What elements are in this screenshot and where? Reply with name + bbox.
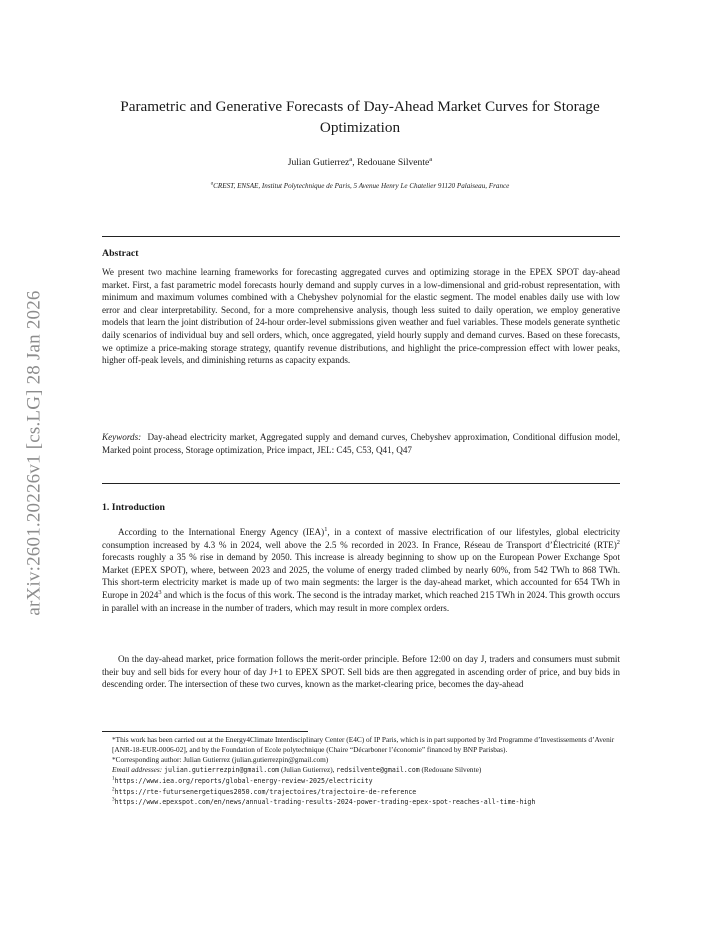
footnote-ref-1[interactable]: 1	[324, 525, 328, 533]
author-line	[100, 157, 620, 168]
author-2-affiliation-mark: a	[429, 155, 433, 163]
footnote-1	[102, 776, 622, 787]
keywords-text: Day-ahead electricity market, Aggregated supply and demand curves, Chebyshev approximation, Conditional diffusion model, Marked point process, Storage optimization, Price impact, JEL: C45, C53, Q41, Q47	[102, 432, 620, 455]
intro-p1-text-d: and which is the focus of this work. The second is the intraday market, which reached 215 TWh in 2024. This growth occurs in parallel with an increase in the number of traders, which may result in more complex orders.	[102, 589, 620, 613]
section-heading-introduction: 1. Introduction	[102, 502, 165, 513]
intro-p1-text-b: , in a context of massive electrification of our lifestyles, global electricity consumption increased by 4.3 % in 2024, well above the 2.5 % recorded in 2023. In France, Réseau de Transport d’Électricité (RTE)	[102, 527, 621, 550]
footnote-ref-3[interactable]: 3	[158, 588, 162, 596]
email-addresses-footnote	[102, 765, 622, 776]
paper-title: Parametric and Generative Forecasts of Day-Ahead Market Curves for Storage Optimization	[120, 98, 600, 136]
author-separator: ,	[352, 157, 358, 168]
introduction-paragraph-1	[102, 526, 620, 614]
footnote-1-number: 1	[112, 775, 115, 782]
affiliation-mark: a	[210, 181, 214, 187]
abstract-bottom-rule	[102, 483, 620, 484]
intro-p1-text-c: forecasts roughly a 35 % rise in demand by 2050. This increase is already beginning to show up on the European Power Exchange Spot Market (EPEX SPOT), where, between 2023 and 2025, the volume of energy traded climbed by nearly 60%, from 542 TWh to 868 TWh. This short-term electricity market is made up of two main segments: the larger is the day-ahead market, which accounted for 654 TWh in Europe in 2024	[102, 552, 620, 600]
author-name-1: Julian Gutierrez	[287, 157, 350, 168]
footnotes	[102, 735, 622, 808]
author-name-2: Redouane Silvente	[357, 157, 430, 168]
footnote-2-url[interactable]: https://rte-futursenergetiques2050.com/trajectoires/trajectoire-de-reference	[114, 787, 417, 796]
corresponding-author-footnote: *Corresponding author: Julian Gutierrez (julian.gutierrezpin@gmail.com)	[112, 754, 329, 764]
keywords-block	[102, 431, 620, 456]
footnote-ref-2[interactable]: 2	[616, 538, 620, 546]
affiliation-text: CREST, ENSAE, Institut Polytechnique de Paris, 5 Avenue Henry Le Chatelier 91120 Palaiseau, France	[213, 182, 510, 190]
keywords-label: Keywords:	[102, 432, 142, 442]
affiliation	[100, 182, 620, 190]
footnote-2-number: 2	[112, 786, 115, 793]
email-label: Email addresses:	[112, 764, 163, 774]
email-link-1[interactable]: julian.gutierrezpin@gmail.com	[164, 765, 280, 774]
footnote-1-url[interactable]: https://www.iea.org/reports/global-energy-review-2025/electricity	[114, 776, 373, 785]
intro-p1-text-a: According to the International Energy Agency (IEA)	[118, 527, 325, 537]
author-1-affiliation-mark: a	[349, 155, 353, 163]
footnote-3	[102, 797, 622, 808]
arxiv-identifier-text: arXiv:2601.20226v1 [cs.LG] 28 Jan 2026	[24, 290, 45, 616]
abstract-top-rule	[102, 236, 620, 237]
footnote-3-number: 3	[112, 797, 115, 804]
abstract-body: We present two machine learning frameworks for forecasting aggregated curves and optimizing storage in the EPEX SPOT day-ahead market. First, a fast parametric model forecasts hourly demand and supply curves in a low-dimensional and grid-robust representation, with minimum and maximum volumes combined with a Chebyshev polynomial for the elastic segment. The model enables daily use with low error and clear interpretability. Second, for a more comprehensive analysis, though less suited to daily operation, we employ generative models that learn the joint distribution of 24-hour order-level submissions given weather and fuel variables. These models generate synthetic daily scenarios of individual buy and sell orders, which, once aggregated, yield hourly supply and demand curves. Based on these forecasts, we optimize a price-making storage strategy, quantify revenue distributions, and highlight the price-compression effect with lower peaks, higher off-peak levels, and diminishing returns as capacity expands.	[102, 267, 620, 366]
funding-footnote: *This work has been carried out at the Energy4Climate Interdisciplinary Center (E4C) of IP Paris, which is in part supported by 3rd Programme d’Investissements d’Avenir [ANR-18-EUR-0006-02], and by the Foundation of Ecole polytechnique (Chaire “Décarboner l’économie” financed by BNP Parisbas).	[112, 735, 615, 754]
footnote-separator	[102, 731, 308, 732]
email-owner-1: (Julian Gutierrez),	[279, 764, 337, 774]
email-owner-2: (Redouane Silvente)	[419, 764, 482, 774]
email-link-2[interactable]: redsilvente@gmail.com	[336, 765, 420, 774]
arxiv-identifier-stamp	[18, 258, 52, 648]
introduction-paragraph-2: On the day-ahead market, price formation follows the merit-order principle. Before 12:00 on day J, traders and consumers must submit their buy and sell bids for every hour of day J+1 to EPEX SPOT. Sell bids are then aggregated in ascending order of price, and buy bids in descending order. The intersection of these two curves, known as the market-clearing price, becomes the day-ahead	[102, 654, 620, 690]
abstract-heading: Abstract	[102, 248, 139, 259]
footnote-3-url[interactable]: https://www.epexspot.com/en/news/annual-trading-results-2024-power-trading-epex-spot-reaches-all-time-high	[114, 798, 536, 807]
footnote-2	[102, 787, 622, 798]
